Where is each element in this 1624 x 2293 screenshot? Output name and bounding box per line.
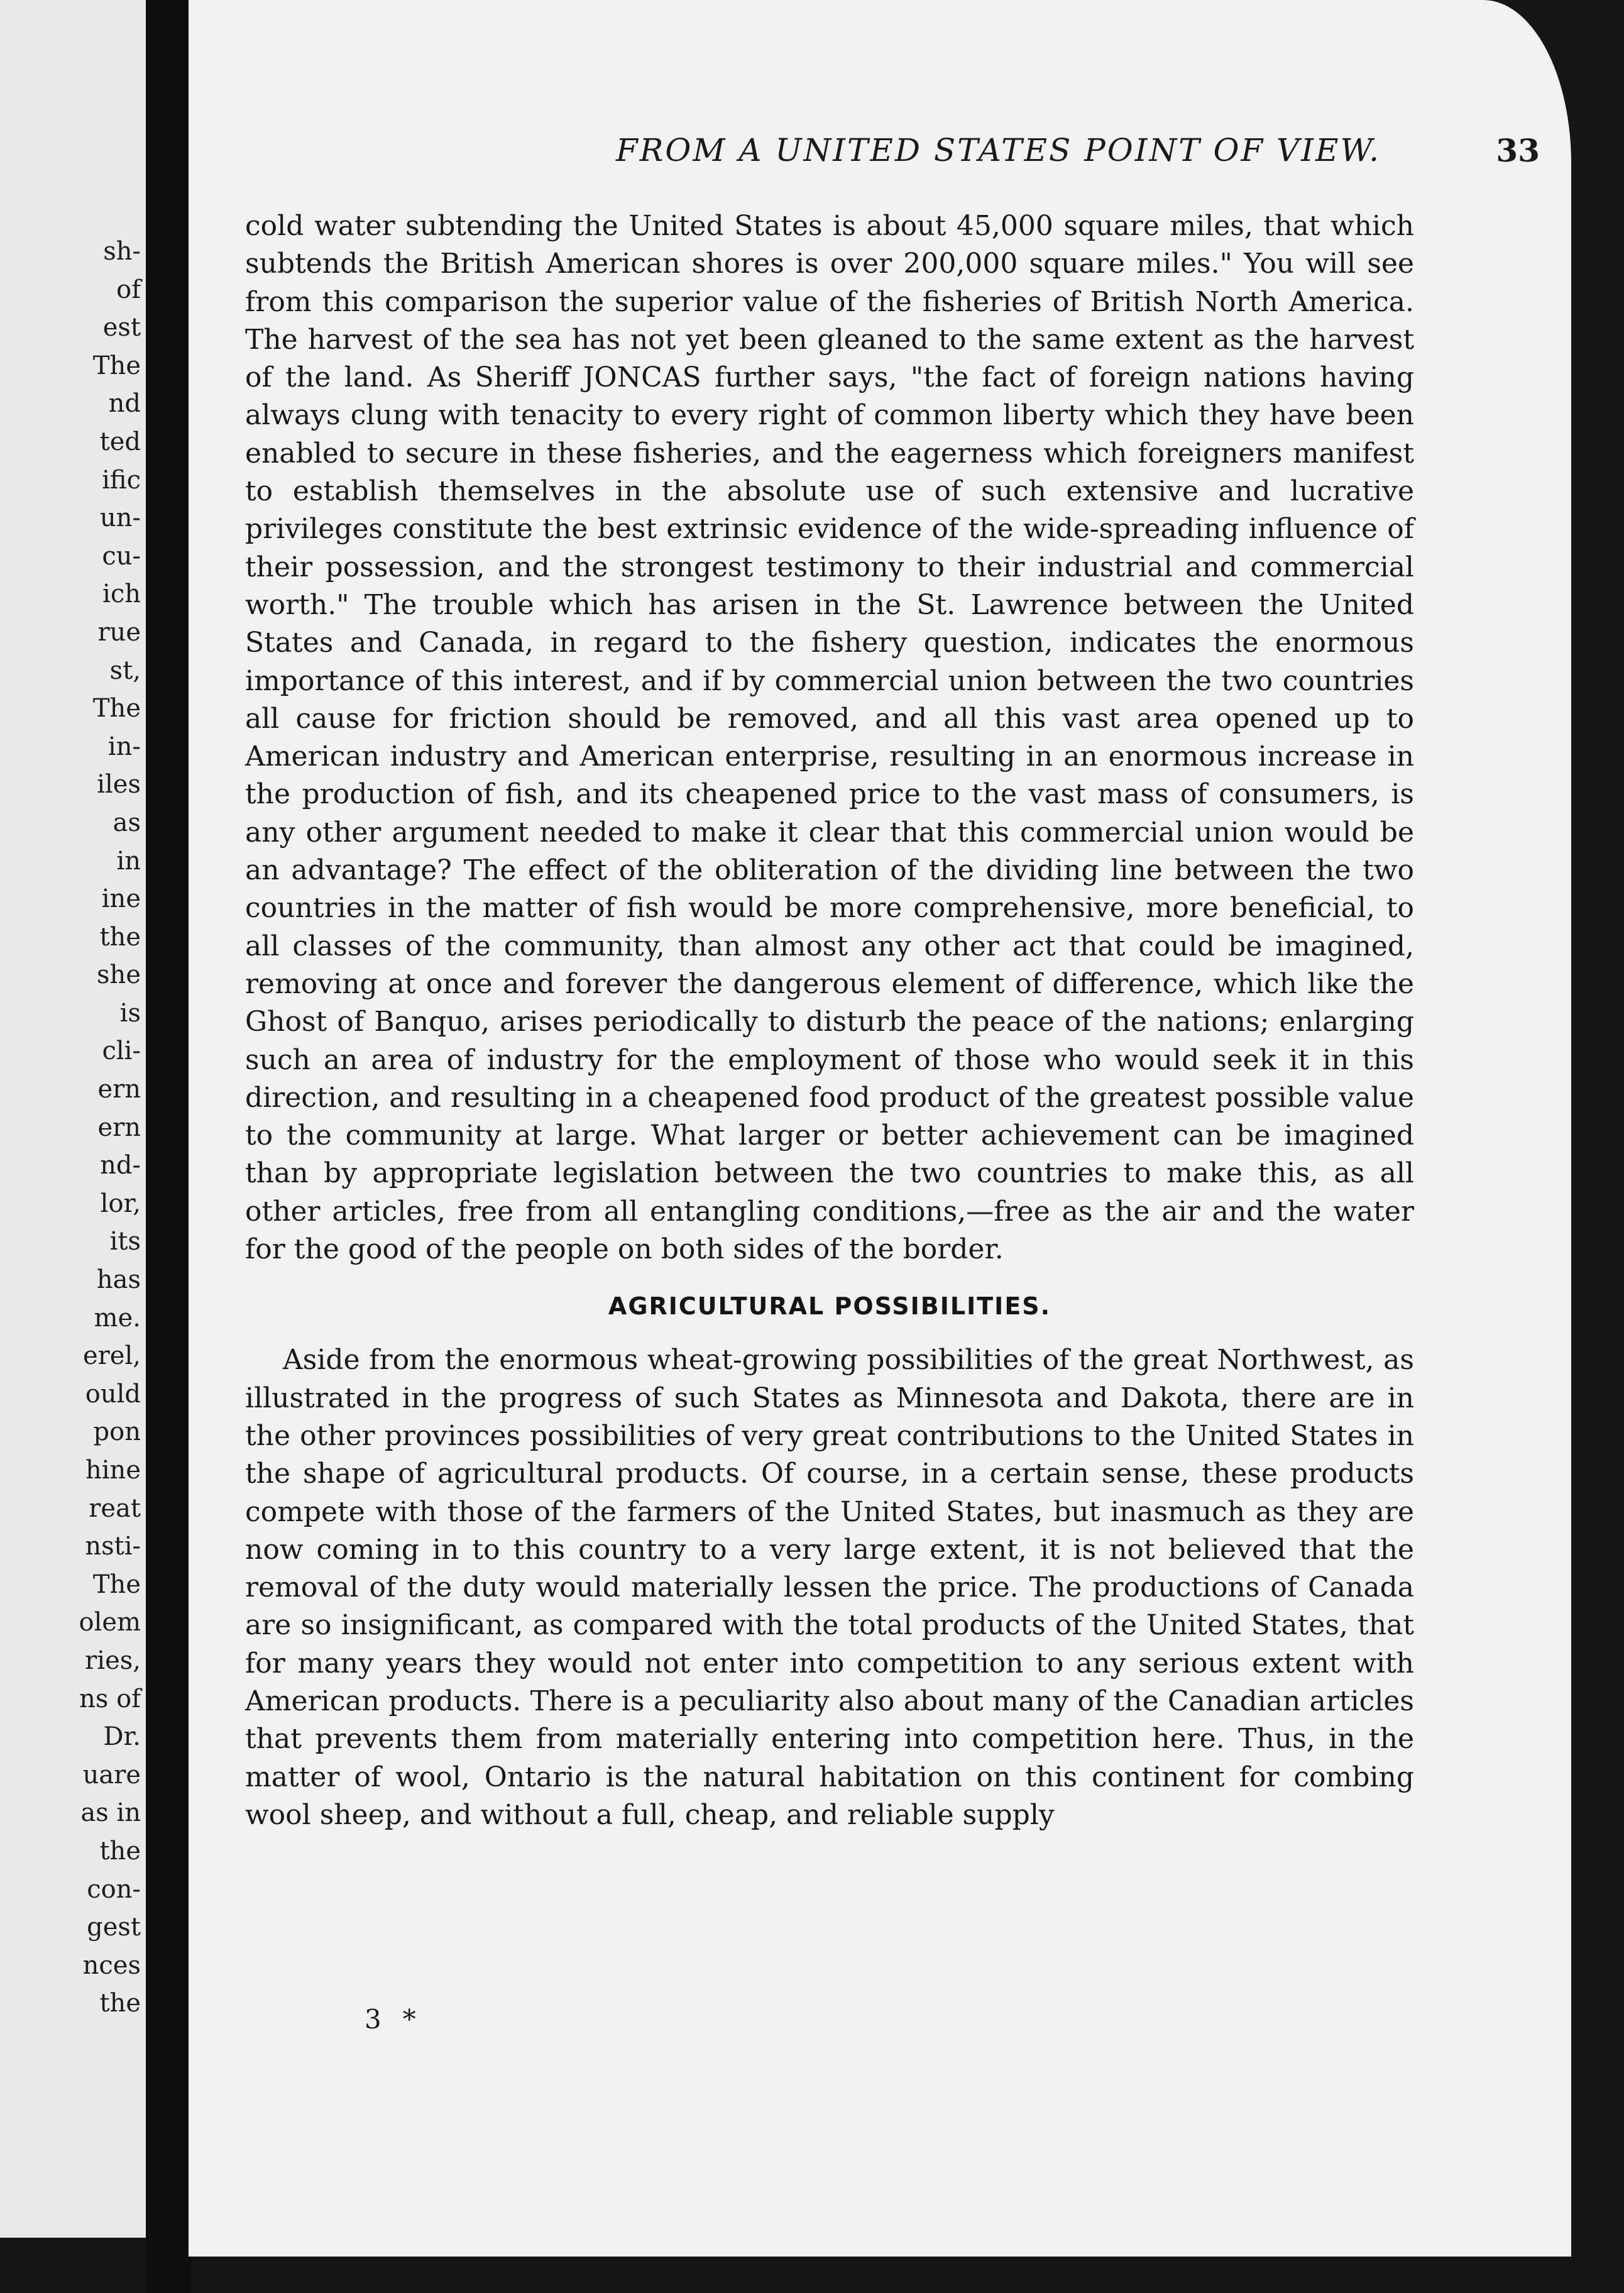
line-fragment: reat xyxy=(89,1493,141,1523)
line-fragment: me. xyxy=(94,1303,141,1333)
line-fragment: est xyxy=(102,313,141,343)
line-fragment: of xyxy=(116,275,141,304)
line-fragment: she xyxy=(97,960,141,990)
line-fragment: has xyxy=(96,1265,141,1295)
line-fragment: as xyxy=(112,808,141,837)
page-body xyxy=(245,207,1414,1834)
line-fragment: olem xyxy=(79,1608,141,1637)
line-fragment: Dr. xyxy=(103,1722,141,1752)
line-fragment: lor, xyxy=(100,1189,141,1218)
line-fragment: ries, xyxy=(85,1646,141,1675)
line-fragment: the xyxy=(99,1836,141,1866)
line-fragment: its xyxy=(109,1227,141,1256)
previous-page-fragment xyxy=(0,0,146,2238)
previous-page-line-fragments xyxy=(0,233,146,2023)
line-fragment: ine xyxy=(101,884,141,914)
asterisk-mark: * xyxy=(402,2004,416,2035)
book-page xyxy=(189,0,1571,2257)
line-fragment: the xyxy=(99,922,141,952)
line-fragment: gest xyxy=(87,1913,141,1942)
signature-mark: 3 xyxy=(365,2004,381,2035)
line-fragment: The xyxy=(92,351,141,380)
line-fragment: nd- xyxy=(100,1151,141,1180)
line-fragment: The xyxy=(92,1570,141,1599)
line-fragment: cli- xyxy=(102,1037,141,1066)
line-fragment: in- xyxy=(107,732,141,761)
line-fragment: ns of xyxy=(79,1684,141,1713)
section-heading: AGRICULTURAL POSSIBILITIES. xyxy=(608,1292,1051,1321)
line-fragment: uare xyxy=(82,1760,141,1790)
line-fragment: the xyxy=(99,1989,141,2018)
line-fragment: nsti- xyxy=(85,1532,141,1561)
line-fragment: pon xyxy=(93,1417,141,1447)
line-fragment: ich xyxy=(102,580,141,609)
line-fragment: The xyxy=(92,694,141,723)
line-fragment: as in xyxy=(80,1798,141,1828)
line-fragment: rue xyxy=(97,617,141,647)
book-binding-gutter xyxy=(146,0,191,2293)
running-title: FROM A UNITED STATES POINT OF VIEW. xyxy=(616,132,1381,168)
page-footer xyxy=(365,2004,416,2035)
body-paragraph: cold water subtending the United States is about 45,000 square miles, that which subtends the British American shores is over 200,000 square miles." You will see from this comparison the superior value of the fisheries of British North America. The harvest of the sea has not yet been gleaned to the same extent as the harvest of the land. As Sheriff JONCAS further says, "the fact of foreign nations having always clung with tenacity to every right of common liberty which they have been enabled to secure in these fisheries, and the eagerness which foreigners manifest to establish themselves in the absolute use of such extensive and lucrative privileges constitute the best extrinsic evidence of the wide-spreading influence of their possession, and the strongest testimony to their industrial and commercial worth." The trouble which has arisen in the St. Lawrence between the United States and Canada, in regard to the fishery question, indicates the enormous importance of this interest, and if by commercial union between the two countries all cause for friction should be removed, and all this vast area opened up to American industry and American enterprise, resulting in an enormous increase in the production of fish, and its cheapened price to the vast mass of consumers, is any other argument needed to make it clear that this commercial union would be an advantage? The effect of the obliteration of the dividing line between the two countries in the matter of fish would be more comprehensive, more beneficial, to all classes of the community, than almost any other act that could be imagined, removing at once and forever the dangerous element of difference, which like the Ghost of Banquo, arises periodically to disturb the peace of the nations; enlarging such an area of industry for the employment of those who would seek it in this direction, and resulting in a cheapened food product of the greatest possible value to the community at large. What larger or better achievement can be imagined than by appropriate legislation between the two countries to make this, as all other articles, free from all entangling conditions,—free as the air and the water for the good of the people on both sides of the border. xyxy=(245,210,1414,1266)
line-fragment: sh- xyxy=(103,237,141,266)
line-fragment: ern xyxy=(97,1075,141,1104)
line-fragment: ific xyxy=(102,465,141,495)
line-fragment: nd xyxy=(108,389,141,419)
line-fragment: ern xyxy=(97,1113,141,1142)
line-fragment: st, xyxy=(109,656,141,685)
line-fragment: ould xyxy=(85,1379,141,1409)
line-fragment: cu- xyxy=(102,541,141,571)
line-fragment: iles xyxy=(97,770,141,800)
line-fragment: is xyxy=(119,998,141,1028)
page-number: 33 xyxy=(1496,132,1540,169)
body-paragraph: Aside from the enormous wheat-growing possibilities of the great Northwest, as illustrated in the progress of such States as Minnesota and Dakota, there are in the other provinces possibilities of very great contributions to the United States in the shape of agricultural products. Of course, in a certain sense, these products compete with those of the farmers of the United States, but inasmuch as they are now coming in to this country to a very large extent, it is not believed that the removal of the duty would materially lessen the price. The productions of Canada are so insignificant, as compared with the total products of the United States, that for many years they would not enter into competition to any serious extent with American products. There is a peculiarity also about many of the Canadian articles that prevents them from materially entering into competition here. Thus, in the matter of wool, Ontario is the natural habitation on this continent for combing wool sheep, and without a full, cheap, and reliable supply xyxy=(245,1344,1414,1831)
line-fragment: ted xyxy=(99,427,141,456)
line-fragment: nces xyxy=(82,1950,141,1980)
line-fragment: un- xyxy=(99,503,141,533)
line-fragment: in xyxy=(116,846,141,876)
line-fragment: erel, xyxy=(83,1341,141,1371)
line-fragment: con- xyxy=(87,1874,141,1904)
line-fragment: hine xyxy=(85,1456,141,1485)
page-header xyxy=(427,132,1540,182)
